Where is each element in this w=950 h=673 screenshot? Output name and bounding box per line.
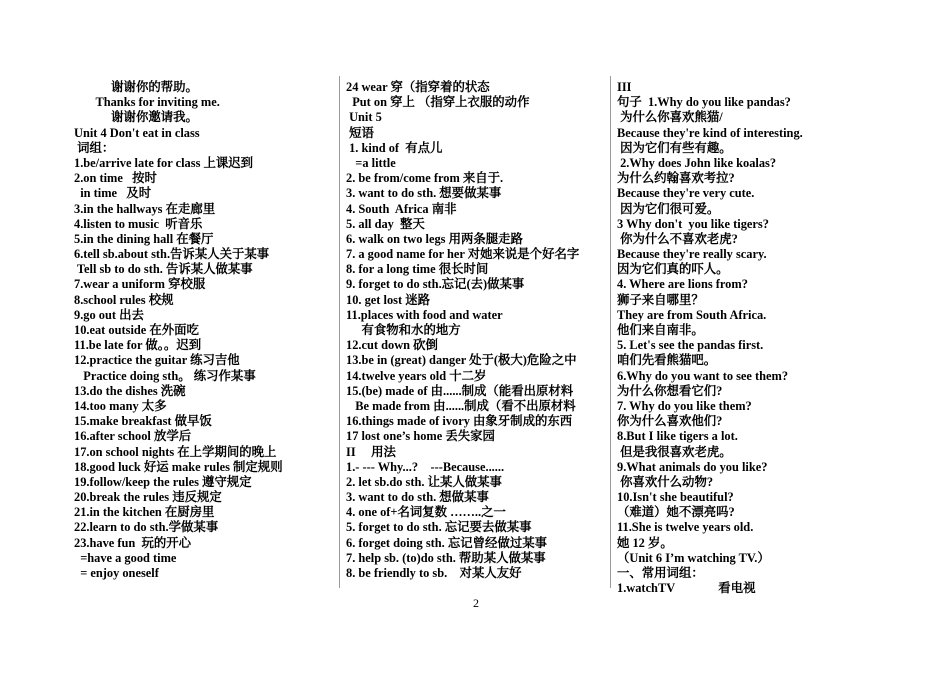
text-line: 15.make breakfast 做早饭 [74, 414, 212, 429]
text-line: 2. be from/come from 来自于. [346, 171, 504, 186]
text-line: 你喜欢什么动物? [617, 474, 714, 489]
left-column [74, 80, 336, 581]
text-line: 3. want to do sth. 想要做某事 [346, 186, 502, 201]
text-line: 7. help sb. (to)do sth. 帮助某人做某事 [346, 550, 546, 565]
text-line: 14.twelve years old 十二岁 [346, 368, 487, 383]
text-line: 6.Why do you want to see them? [617, 368, 789, 383]
text-line: 19.follow/keep the rules 遵守规定 [74, 474, 252, 489]
text-line: 17 lost one’s home 丢失家园 [346, 429, 495, 444]
text-line: =have a good time [74, 550, 177, 565]
text-line: 因为它们很可爱。 [617, 201, 720, 216]
text-line: 3 Why don't you like tigers? [617, 216, 769, 231]
text-line: 6. walk on two legs 用两条腿走路 [346, 231, 523, 246]
text-line: 8.school rules 校规 [74, 292, 174, 307]
text-line: 10.Isn't she beautiful? [617, 490, 734, 505]
text-line: 2.Why does John like koalas? [617, 155, 777, 170]
text-line: 他们来自南非。 [617, 323, 704, 337]
text-line: 谢谢你邀请我。 [74, 110, 198, 125]
text-line: = enjoy oneself [74, 566, 159, 580]
text-line: 17.on school nights 在上学期间的晚上 [74, 444, 277, 459]
text-line: 4. Where are lions from? [617, 277, 748, 292]
text-line: 7. Why do you like them? [617, 398, 752, 413]
text-line: III [617, 80, 632, 94]
text-line: 有食物和水的地方 [346, 323, 461, 337]
text-line: 9.go out 出去 [74, 307, 144, 322]
text-line: 2. let sb.do sth. 让某人做某事 [346, 474, 502, 489]
text-line: 一、常用词组： [617, 566, 704, 580]
text-line: Because they're very cute. [617, 186, 755, 201]
text-line: 12.cut down 砍倒 [346, 338, 438, 353]
text-line: Put on 穿上 （指穿上衣服的动作 [346, 95, 530, 110]
text-line: 15.(be) made of 由......制成（能看出原材料 [346, 383, 574, 398]
text-line: Because they're kind of interesting. [617, 125, 803, 140]
text-line: 21.in the kitchen 在厨房里 [74, 505, 215, 520]
text-line: 为什么约翰喜欢考拉? [617, 171, 735, 186]
text-line: 4. one of+名词复数 ……..之一 [346, 505, 506, 520]
text-line: 1.watchTV 看电视 [617, 581, 756, 596]
text-line: 11.She is twelve years old. [617, 520, 754, 535]
column-divider [339, 76, 340, 588]
text-line: 16.after school 放学后 [74, 429, 192, 444]
text-line: 20.break the rules 违反规定 [74, 490, 222, 505]
text-line: 6. forget doing sth. 忘记曾经做过某事 [346, 535, 548, 550]
text-line: 5. Let's see the pandas first. [617, 338, 764, 353]
text-line: 1. kind of 有点儿 [346, 140, 443, 155]
text-line: 词组： [74, 140, 115, 155]
text-line: II 用法 [346, 444, 396, 459]
text-line: 1.be/arrive late for class 上课迟到 [74, 155, 254, 170]
text-line: 5. all day 整天 [346, 216, 425, 231]
text-line: 9. forget to do sth.忘记(去)做某事 [346, 277, 525, 292]
text-line: 8.But I like tigers a lot. [617, 429, 738, 444]
text-line: 11.be late for 做。。迟到 [74, 338, 202, 353]
text-line: Thanks for inviting me. [74, 95, 220, 110]
text-line: 你为什么不喜欢老虎? [617, 231, 738, 246]
text-line: 14.too many 太多 [74, 398, 167, 413]
text-line: Because they're really scary. [617, 247, 767, 262]
text-line: 4.listen to music 听音乐 [74, 216, 203, 231]
text-line: 5.in the dining hall 在餐厅 [74, 231, 214, 246]
text-line: 10.eat outside 在外面吃 [74, 323, 199, 337]
text-line: 狮子来自哪里？ [617, 292, 704, 307]
text-line: 13.do the dishes 洗碗 [74, 383, 186, 398]
column-divider [610, 76, 611, 588]
text-line: 4. South Africa 南非 [346, 201, 457, 216]
text-line: 句子 1.Why do you like pandas? [617, 95, 791, 110]
text-line: 为什么你想看它们? [617, 383, 723, 398]
text-line: 12.practice the guitar 练习吉他 [74, 353, 240, 368]
text-line: 11.places with food and water [346, 307, 503, 322]
text-line: 10. get lost 迷路 [346, 292, 430, 307]
text-line: Unit 4 Don't eat in class [74, 125, 200, 140]
text-line: They are from South Africa. [617, 307, 767, 322]
text-line: in time 及时 [74, 186, 152, 201]
middle-column [346, 80, 608, 581]
text-line: 7.wear a uniform 穿校服 [74, 277, 206, 292]
text-line: （难道）她不漂亮吗? [617, 505, 735, 520]
text-line: Unit 5 [346, 110, 382, 125]
text-line: 5. forget to do sth. 忘记要去做某事 [346, 520, 532, 535]
text-line: 1.- --- Why...? ---Because...... [346, 459, 505, 474]
text-line: 16.things made of ivory 由象牙制成的东西 [346, 414, 573, 429]
text-line: 她 12 岁。 [617, 535, 673, 550]
text-line: 8. be friendly to sb. 对某人友好 [346, 566, 522, 580]
text-line: Practice doing sth。 练习作某事 [74, 368, 256, 383]
text-line: 18.good luck 好运 make rules 制定规则 [74, 459, 283, 474]
text-line: =a little [346, 155, 396, 170]
text-line: Tell sb to do sth. 告诉某人做某事 [74, 262, 253, 277]
page-number: 2 [473, 596, 479, 610]
text-line: 谢谢你的帮助。 [74, 80, 198, 94]
text-line: Be made from 由......制成（看不出原材料 [346, 398, 576, 413]
text-line: 短语 [346, 125, 374, 140]
text-line: 9.What animals do you like? [617, 459, 768, 474]
text-line: 24 wear 穿（指穿着的状态 [346, 80, 490, 94]
text-line: 13.be in (great) danger 处于(极大)危险之中 [346, 353, 577, 368]
text-line: 因为它们有些有趣。 [617, 140, 732, 155]
text-line: 但是我很喜欢老虎。 [617, 444, 732, 459]
text-line: 8. for a long time 很长时间 [346, 262, 489, 277]
text-line: 3. want to do sth. 想做某事 [346, 490, 489, 505]
text-line: 你为什么喜欢他们? [617, 414, 723, 429]
text-line: 因为它们真的吓人。 [617, 262, 729, 277]
text-line: 2.on time 按时 [74, 171, 157, 186]
text-line: （Unit 6 I’m watching TV.） [617, 550, 770, 565]
text-line: 23.have fun 玩的开心 [74, 535, 192, 550]
right-column [617, 80, 887, 596]
text-line: 咱们先看熊猫吧。 [617, 353, 717, 368]
text-line: 22.learn to do sth.学做某事 [74, 520, 219, 535]
text-line: 为什么你喜欢熊猫/ [617, 110, 723, 125]
text-line: 6.tell sb.about sth.告诉某人关于某事 [74, 247, 270, 262]
text-line: 3.in the hallways 在走廊里 [74, 201, 216, 216]
text-line: 7. a good name for her 对她来说是个好名字 [346, 247, 580, 262]
